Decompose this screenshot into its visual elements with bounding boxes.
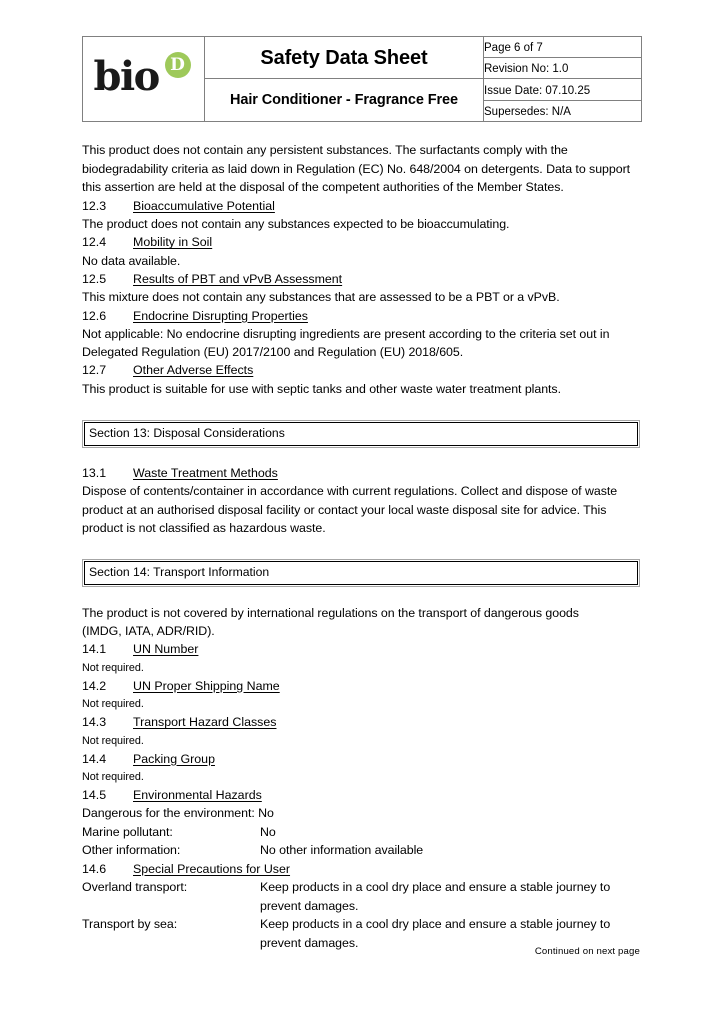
- heading-14-2-number: 14.2: [82, 678, 107, 693]
- note-14-4: Not required.: [82, 771, 144, 784]
- meta-revision-text: Revision No: 1.0: [484, 63, 569, 75]
- env-row-other-information-label: Other information:: [82, 843, 181, 858]
- section-12-intro: This product does not contain any persistent substances. The surfactants comply with the biodegradability criteria as laid down in Regulation (EC) No. 648/2004 on detergents. Data to support this assertion are held at the disposal of the competent authorities of the Member States.: [82, 143, 631, 195]
- logo-cell: [83, 37, 205, 122]
- continued-notice: Continued on next page: [534, 946, 640, 957]
- section-13-bar-wrap: [82, 420, 640, 448]
- heading-14-3: [82, 713, 640, 731]
- precaution-row-overland-transport-label: Overland transport:: [82, 880, 188, 895]
- heading-14-1-number: 14.1: [82, 642, 107, 657]
- env-row-marine-pollutant-label: Marine pollutant:: [82, 824, 173, 839]
- document-header-table: [82, 36, 642, 122]
- heading-14-2: [82, 677, 640, 695]
- body-12-4: No data available.: [82, 253, 181, 268]
- body-12-5: This mixture does not contain any substances that are assessed to be a PBT or a vPvB.: [82, 290, 560, 305]
- bio-d-logo: [92, 51, 196, 103]
- heading-12-7-number: 12.7: [82, 363, 107, 378]
- heading-14-6: [82, 860, 640, 878]
- section-12-block: [82, 141, 640, 398]
- heading-14-4: [82, 750, 640, 768]
- heading-14-3-title: Transport Hazard Classes: [133, 715, 277, 730]
- env-row-marine-pollutant-value: No: [260, 824, 276, 839]
- heading-14-2-title: UN Proper Shipping Name: [133, 678, 280, 693]
- page-footer: [82, 946, 640, 957]
- section-14-intro-line-1: The product is not covered by international regulations on the transport of dangerous goods: [82, 606, 579, 621]
- body-12-3: The product does not contain any substances expected to be bioaccumulating.: [82, 217, 510, 232]
- heading-12-3-number: 12.3: [82, 198, 107, 213]
- document-title-cell: [205, 37, 484, 79]
- heading-14-5-number: 14.5: [82, 788, 107, 803]
- precaution-row-transport-by-sea-label: Transport by sea:: [82, 917, 178, 932]
- meta-revision: [484, 58, 642, 79]
- meta-page-number: [484, 37, 642, 58]
- heading-14-6-title: Special Precautions for User: [133, 861, 291, 876]
- section-14-bar: [82, 559, 640, 587]
- heading-14-1: [82, 640, 640, 658]
- heading-14-5: [82, 786, 640, 804]
- heading-12-3-title: Bioaccumulative Potential: [133, 198, 275, 213]
- section-13-bar-label: Section 13: Disposal Considerations: [84, 422, 638, 446]
- logo-wordmark: bio: [93, 52, 159, 100]
- note-14-1: Not required.: [82, 661, 144, 674]
- body-12-7: This product is suitable for use with septic tanks and other waste water treatment plants.: [82, 381, 561, 396]
- meta-issue-date-text: Issue Date: 07.10.25: [484, 84, 591, 97]
- env-hazard-line: Dangerous for the environment: No: [82, 806, 274, 821]
- heading-12-4: [82, 233, 640, 251]
- env-row-other-information-value: No other information available: [260, 843, 424, 858]
- precaution-row-transport-by-sea-value: Keep products in a cool dry place and ensure a stable journey to prevent damages.: [260, 917, 611, 950]
- heading-14-5-title: Environmental Hazards: [133, 788, 262, 803]
- body-12-6: Not applicable: No endocrine disrupting ingredients are present according to the criteria set out in Delegated Regulation (EU) 2017/2100 and Regulation (EU) 2018/605.: [82, 327, 610, 360]
- env-row-other-information: [82, 841, 640, 860]
- body-13-1: Dispose of contents/container in accordance with current regulations. Collect and dispose of waste product at an authorised disposal facility or contact your local waste disposal site for advice. This product is not classified as hazardous waste.: [82, 484, 618, 535]
- section-13-bar: [82, 420, 640, 448]
- section-14-bar-label: Section 14: Transport Information: [84, 561, 638, 585]
- heading-12-4-number: 12.4: [82, 235, 107, 250]
- heading-13-1-number: 13.1: [82, 466, 107, 481]
- document-title: Safety Data Sheet: [260, 46, 428, 69]
- meta-supersedes-text: Supersedes: N/A: [484, 106, 571, 118]
- note-14-3: Not required.: [82, 734, 144, 747]
- heading-12-4-title: Mobility in Soil: [133, 235, 213, 250]
- heading-12-6-title: Endocrine Disrupting Properties: [133, 308, 308, 323]
- heading-12-7-title: Other Adverse Effects: [133, 363, 254, 378]
- heading-13-1: [82, 464, 640, 482]
- heading-14-3-number: 14.3: [82, 715, 107, 730]
- section-13-block: [82, 464, 640, 537]
- env-row-marine-pollutant: [82, 823, 640, 842]
- meta-issue-date: [484, 79, 642, 101]
- product-name-cell: [205, 79, 484, 122]
- heading-14-4-title: Packing Group: [133, 751, 215, 766]
- heading-13-1-title: Waste Treatment Methods: [133, 466, 278, 481]
- heading-14-1-title: UN Number: [133, 642, 199, 657]
- section-14-block: [82, 604, 640, 952]
- page-content: [82, 36, 640, 952]
- section-14-bar-wrap: [82, 559, 640, 587]
- heading-12-5: [82, 270, 640, 288]
- heading-14-4-number: 14.4: [82, 751, 107, 766]
- heading-12-6: [82, 307, 640, 325]
- heading-12-7: [82, 361, 640, 379]
- heading-12-6-number: 12.6: [82, 308, 107, 323]
- heading-12-5-number: 12.5: [82, 272, 107, 286]
- precaution-row-overland-transport: [82, 878, 640, 915]
- heading-12-5-title: Results of PBT and vPvB Assessment: [133, 272, 343, 286]
- meta-page-number-text: Page 6 of 7: [484, 42, 543, 54]
- meta-supersedes: [484, 101, 642, 122]
- heading-12-3: [82, 197, 640, 215]
- logo-d-badge-icon: D: [165, 52, 191, 78]
- heading-14-6-number: 14.6: [82, 861, 107, 876]
- product-name: Hair Conditioner - Fragrance Free: [230, 92, 458, 108]
- precaution-row-overland-transport-value: Keep products in a cool dry place and ensure a stable journey to prevent damages.: [260, 880, 611, 913]
- note-14-2: Not required.: [82, 698, 144, 711]
- section-14-intro-line-2: (IMDG, IATA, ADR/RID).: [82, 624, 215, 639]
